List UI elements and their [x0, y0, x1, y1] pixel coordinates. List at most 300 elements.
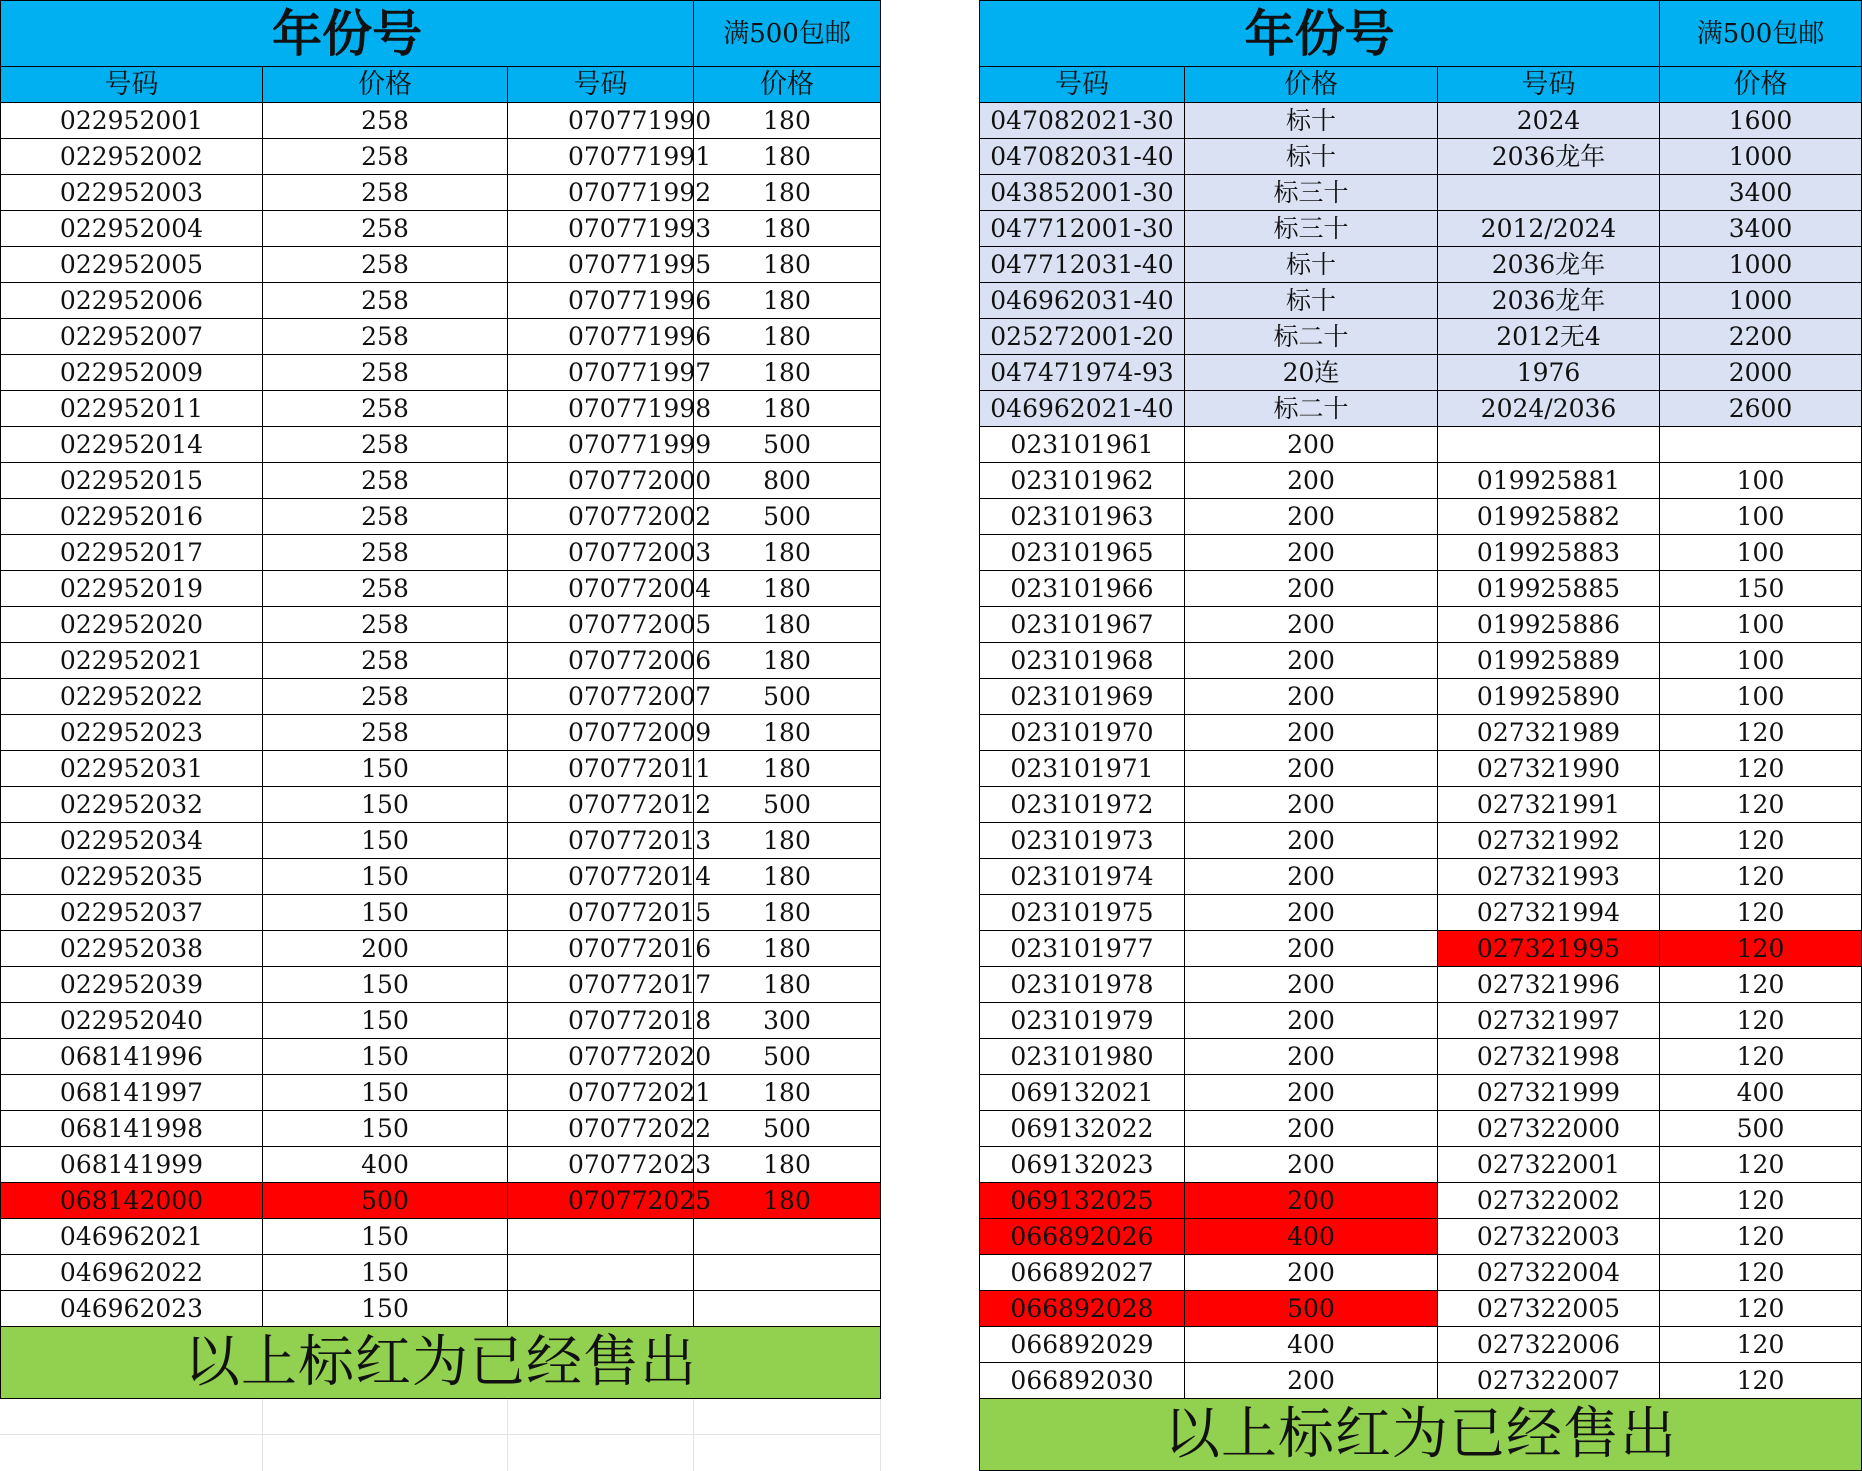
- phone-number-cell: 070771999: [508, 427, 694, 463]
- price-cell: 1600: [1660, 103, 1862, 139]
- price-cell: 180: [694, 823, 881, 859]
- price-cell: 2600: [1660, 391, 1862, 427]
- price-cell: 500: [694, 1111, 881, 1147]
- price-cell: 180: [694, 319, 881, 355]
- table-row: [980, 499, 1862, 535]
- price-cell: 258: [263, 247, 508, 283]
- price-cell: 200: [1185, 607, 1438, 643]
- price-cell: 1000: [1660, 283, 1862, 319]
- price-cell: 200: [1185, 463, 1438, 499]
- phone-number-cell: 070772002: [508, 499, 694, 535]
- price-cell: 180: [694, 715, 881, 751]
- phone-number-cell: 023101972: [980, 787, 1185, 823]
- price-cell: 150: [263, 1291, 508, 1327]
- price-cell: 120: [1660, 1039, 1862, 1075]
- phone-number-cell: 023101973: [980, 823, 1185, 859]
- price-cell: 120: [1660, 1003, 1862, 1039]
- table-row: [980, 1291, 1862, 1327]
- table-row: [980, 571, 1862, 607]
- left-price-table: [0, 0, 881, 1399]
- table-row: [980, 1147, 1862, 1183]
- table-row: [1, 1291, 881, 1327]
- phone-number-cell: 023101962: [980, 463, 1185, 499]
- phone-number-cell: 023101969: [980, 679, 1185, 715]
- price-cell: 258: [263, 391, 508, 427]
- price-cell: 258: [263, 103, 508, 139]
- phone-number-cell: 022952003: [1, 175, 263, 211]
- phone-number-cell: 070771997: [508, 355, 694, 391]
- table-row: [980, 211, 1862, 247]
- phone-number-cell: 047082021-30: [980, 103, 1185, 139]
- price-cell: 258: [263, 535, 508, 571]
- table-row: [980, 1219, 1862, 1255]
- price-cell: 258: [263, 139, 508, 175]
- table-row: [1, 247, 881, 283]
- phone-number-cell: 068141999: [1, 1147, 263, 1183]
- price-cell: 200: [1185, 967, 1438, 1003]
- phone-number-cell: 022952006: [1, 283, 263, 319]
- phone-number-cell: 2012/2024: [1438, 211, 1660, 247]
- phone-number-cell: 1976: [1438, 355, 1660, 391]
- price-cell: 500: [1185, 1291, 1438, 1327]
- table-row: [1, 103, 881, 139]
- price-cell: 258: [263, 283, 508, 319]
- price-cell: 150: [263, 1039, 508, 1075]
- price-cell: 120: [1660, 1255, 1862, 1291]
- price-cell: 180: [694, 1183, 881, 1219]
- price-cell: 120: [1660, 1147, 1862, 1183]
- table-row: [1, 211, 881, 247]
- phone-number-cell: 019925883: [1438, 535, 1660, 571]
- phone-number-cell: 022952009: [1, 355, 263, 391]
- free-shipping-note: 满500包邮: [1660, 1, 1862, 67]
- phone-number-cell: 019925885: [1438, 571, 1660, 607]
- column-header-number: 号码: [980, 67, 1185, 103]
- table-row: [980, 1075, 1862, 1111]
- phone-number-cell: 070771996: [508, 319, 694, 355]
- price-cell: 180: [694, 103, 881, 139]
- phone-number-cell: 027322000: [1438, 1111, 1660, 1147]
- price-cell: 200: [1185, 1003, 1438, 1039]
- price-cell: 120: [1660, 1327, 1862, 1363]
- price-cell: 200: [1185, 499, 1438, 535]
- price-cell: 200: [1185, 679, 1438, 715]
- table-row: [1, 967, 881, 1003]
- price-cell: 200: [1185, 427, 1438, 463]
- phone-number-cell: 022952005: [1, 247, 263, 283]
- phone-number-cell: 027321996: [1438, 967, 1660, 1003]
- table-row: [980, 751, 1862, 787]
- phone-number-cell: 022952034: [1, 823, 263, 859]
- phone-number-cell: 023101974: [980, 859, 1185, 895]
- price-cell: 180: [694, 1075, 881, 1111]
- phone-number-cell: 027321991: [1438, 787, 1660, 823]
- table-row: [1, 1111, 881, 1147]
- phone-number-cell: 023101963: [980, 499, 1185, 535]
- table-row: [1, 355, 881, 391]
- phone-number-cell: 070772007: [508, 679, 694, 715]
- price-cell: 258: [263, 715, 508, 751]
- price-cell: 500: [694, 787, 881, 823]
- price-cell: 258: [263, 499, 508, 535]
- table-row: [1, 571, 881, 607]
- price-cell: [694, 1291, 881, 1327]
- table-row: [980, 175, 1862, 211]
- phone-number-cell: 070772014: [508, 859, 694, 895]
- table-row: [1, 1147, 881, 1183]
- phone-number-cell: 068142000: [1, 1183, 263, 1219]
- phone-number-cell: 070772023: [508, 1147, 694, 1183]
- phone-number-cell: [1438, 427, 1660, 463]
- price-cell: 200: [1185, 643, 1438, 679]
- phone-number-cell: 027322004: [1438, 1255, 1660, 1291]
- phone-number-cell: 023101965: [980, 535, 1185, 571]
- phone-number-cell: 2012无4: [1438, 319, 1660, 355]
- phone-number-cell: 022952020: [1, 607, 263, 643]
- phone-number-cell: 027321992: [1438, 823, 1660, 859]
- phone-number-cell: 070772022: [508, 1111, 694, 1147]
- price-cell: 2000: [1660, 355, 1862, 391]
- price-cell: 120: [1660, 751, 1862, 787]
- phone-number-cell: 070772009: [508, 715, 694, 751]
- table-row: [1, 535, 881, 571]
- phone-number-cell: 022952004: [1, 211, 263, 247]
- phone-number-cell: 027322006: [1438, 1327, 1660, 1363]
- phone-number-cell: 019925886: [1438, 607, 1660, 643]
- price-cell: 500: [694, 427, 881, 463]
- price-cell: 180: [694, 535, 881, 571]
- table-row: [1, 643, 881, 679]
- phone-number-cell: 023101961: [980, 427, 1185, 463]
- table-title: 年份号: [1, 1, 694, 67]
- price-cell: 200: [263, 931, 508, 967]
- price-cell: 400: [1660, 1075, 1862, 1111]
- price-cell: 258: [263, 463, 508, 499]
- price-cell: 100: [1660, 499, 1862, 535]
- price-cell: 180: [694, 643, 881, 679]
- phone-number-cell: 027322001: [1438, 1147, 1660, 1183]
- table-row: [1, 859, 881, 895]
- price-cell: 200: [1185, 751, 1438, 787]
- column-header-price: 价格: [694, 67, 881, 103]
- table-row: [980, 283, 1862, 319]
- price-cell: 120: [1660, 1291, 1862, 1327]
- price-cell: 150: [263, 1003, 508, 1039]
- price-cell: 180: [694, 859, 881, 895]
- phone-number-cell: 027322005: [1438, 1291, 1660, 1327]
- phone-number-cell: 046962022: [1, 1255, 263, 1291]
- table-row: [1, 427, 881, 463]
- gridline: [262, 1399, 263, 1471]
- phone-number-cell: 022952001: [1, 103, 263, 139]
- table-row: [1, 1075, 881, 1111]
- phone-number-cell: [508, 1255, 694, 1291]
- phone-number-cell: 027322007: [1438, 1363, 1660, 1399]
- price-cell: 3400: [1660, 175, 1862, 211]
- price-cell: 200: [1185, 1039, 1438, 1075]
- table-row: [1, 283, 881, 319]
- table-row: [980, 967, 1862, 1003]
- table-row: [980, 319, 1862, 355]
- price-cell: 500: [694, 499, 881, 535]
- phone-number-cell: 070772000: [508, 463, 694, 499]
- table-row: [1, 499, 881, 535]
- column-header-price: 价格: [263, 67, 508, 103]
- price-cell: 120: [1660, 823, 1862, 859]
- price-cell: 200: [1185, 535, 1438, 571]
- price-cell: 标十: [1185, 247, 1438, 283]
- phone-number-cell: 022952035: [1, 859, 263, 895]
- phone-number-cell: 070771992: [508, 175, 694, 211]
- price-cell: 100: [1660, 463, 1862, 499]
- phone-number-cell: 066892026: [980, 1219, 1185, 1255]
- phone-number-cell: 023101978: [980, 967, 1185, 1003]
- price-cell: 258: [263, 571, 508, 607]
- phone-number-cell: 070772025: [508, 1183, 694, 1219]
- price-cell: 标十: [1185, 139, 1438, 175]
- table-row: [980, 1003, 1862, 1039]
- price-cell: 150: [263, 1075, 508, 1111]
- table-row: [980, 139, 1862, 175]
- price-cell: 180: [694, 391, 881, 427]
- table-row: [1, 319, 881, 355]
- table-row: [1, 1255, 881, 1291]
- price-cell: 200: [1185, 571, 1438, 607]
- phone-number-cell: 070771993: [508, 211, 694, 247]
- price-cell: 180: [694, 607, 881, 643]
- phone-number-cell: 070771998: [508, 391, 694, 427]
- phone-number-cell: 047471974-93: [980, 355, 1185, 391]
- phone-number-cell: 069132021: [980, 1075, 1185, 1111]
- table-row: [980, 1363, 1862, 1399]
- phone-number-cell: 070771996: [508, 283, 694, 319]
- table-row: [1, 607, 881, 643]
- gridline: [0, 1434, 880, 1435]
- price-cell: 100: [1660, 679, 1862, 715]
- phone-number-cell: 027321990: [1438, 751, 1660, 787]
- price-cell: 120: [1660, 895, 1862, 931]
- table-row: [1, 931, 881, 967]
- gridline: [507, 1399, 508, 1471]
- phone-number-cell: 070772015: [508, 895, 694, 931]
- phone-number-cell: 027321998: [1438, 1039, 1660, 1075]
- price-cell: 200: [1185, 715, 1438, 751]
- phone-number-cell: 069132023: [980, 1147, 1185, 1183]
- price-cell: 180: [694, 283, 881, 319]
- phone-number-cell: 2024: [1438, 103, 1660, 139]
- phone-number-cell: 027322003: [1438, 1219, 1660, 1255]
- phone-number-cell: [508, 1219, 694, 1255]
- column-header-number: 号码: [1438, 67, 1660, 103]
- phone-number-cell: 070771995: [508, 247, 694, 283]
- price-cell: 180: [694, 247, 881, 283]
- price-cell: 200: [1185, 823, 1438, 859]
- table-row: [1, 895, 881, 931]
- phone-number-cell: 027321995: [1438, 931, 1660, 967]
- table-row: [980, 391, 1862, 427]
- table-row: [980, 535, 1862, 571]
- price-cell: 150: [263, 895, 508, 931]
- phone-number-cell: 070772021: [508, 1075, 694, 1111]
- phone-number-cell: 070772020: [508, 1039, 694, 1075]
- price-cell: 150: [1660, 571, 1862, 607]
- phone-number-cell: 047082031-40: [980, 139, 1185, 175]
- free-shipping-note: 满500包邮: [694, 1, 881, 67]
- phone-number-cell: 023101970: [980, 715, 1185, 751]
- table-row: [980, 823, 1862, 859]
- table-row: [1, 715, 881, 751]
- gridline: [693, 1399, 694, 1471]
- table-row: [980, 643, 1862, 679]
- price-cell: 180: [694, 139, 881, 175]
- price-cell: 150: [263, 859, 508, 895]
- phone-number-cell: 022952023: [1, 715, 263, 751]
- phone-number-cell: 022952016: [1, 499, 263, 535]
- phone-number-cell: 027322002: [1438, 1183, 1660, 1219]
- phone-number-cell: 070772012: [508, 787, 694, 823]
- price-cell: 200: [1185, 1363, 1438, 1399]
- phone-number-cell: 070772017: [508, 967, 694, 1003]
- table-row: [1, 175, 881, 211]
- phone-number-cell: 022952038: [1, 931, 263, 967]
- price-cell: 150: [263, 1111, 508, 1147]
- price-cell: 1000: [1660, 247, 1862, 283]
- phone-number-cell: 022952019: [1, 571, 263, 607]
- table-row: [980, 1111, 1862, 1147]
- table-row: [980, 859, 1862, 895]
- column-header-price: 价格: [1185, 67, 1438, 103]
- phone-number-cell: 068141996: [1, 1039, 263, 1075]
- phone-number-cell: 027321993: [1438, 859, 1660, 895]
- sold-notice-footer: 以上标红为已经售出: [980, 1399, 1862, 1471]
- price-cell: 200: [1185, 1183, 1438, 1219]
- phone-number-cell: 022952032: [1, 787, 263, 823]
- phone-number-cell: 022952014: [1, 427, 263, 463]
- table-row: [1, 1183, 881, 1219]
- phone-number-cell: 070772004: [508, 571, 694, 607]
- price-cell: [694, 1255, 881, 1291]
- phone-number-cell: 2036龙年: [1438, 283, 1660, 319]
- sold-notice-footer: 以上标红为已经售出: [1, 1327, 881, 1399]
- price-cell: 120: [1660, 787, 1862, 823]
- phone-number-cell: 022952002: [1, 139, 263, 175]
- phone-number-cell: 023101975: [980, 895, 1185, 931]
- phone-number-cell: 046962021: [1, 1219, 263, 1255]
- phone-number-cell: 022952015: [1, 463, 263, 499]
- table-row: [980, 1255, 1862, 1291]
- price-cell: 180: [694, 931, 881, 967]
- phone-number-cell: 070772013: [508, 823, 694, 859]
- table-row: [1, 391, 881, 427]
- price-cell: 200: [1185, 1111, 1438, 1147]
- table-title: 年份号: [980, 1, 1660, 67]
- table-row: [1, 1039, 881, 1075]
- column-header-number: 号码: [1, 67, 263, 103]
- phone-number-cell: 066892027: [980, 1255, 1185, 1291]
- price-cell: 150: [263, 823, 508, 859]
- phone-number-cell: 027321994: [1438, 895, 1660, 931]
- price-cell: 258: [263, 319, 508, 355]
- price-cell: 180: [694, 211, 881, 247]
- table-row: [980, 247, 1862, 283]
- price-cell: 20连: [1185, 355, 1438, 391]
- price-cell: 120: [1660, 1219, 1862, 1255]
- phone-number-cell: 2024/2036: [1438, 391, 1660, 427]
- table-row: [1, 1003, 881, 1039]
- price-cell: 200: [1185, 859, 1438, 895]
- phone-number-cell: 047712031-40: [980, 247, 1185, 283]
- phone-number-cell: 069132025: [980, 1183, 1185, 1219]
- price-cell: 180: [694, 571, 881, 607]
- price-cell: 2200: [1660, 319, 1862, 355]
- price-cell: 120: [1660, 967, 1862, 1003]
- price-cell: 150: [263, 751, 508, 787]
- phone-number-cell: 023101971: [980, 751, 1185, 787]
- table-row: [980, 607, 1862, 643]
- phone-number-cell: 066892029: [980, 1327, 1185, 1363]
- table-row: [980, 103, 1862, 139]
- phone-number-cell: 023101966: [980, 571, 1185, 607]
- phone-number-cell: 066892030: [980, 1363, 1185, 1399]
- phone-number-cell: 070771990: [508, 103, 694, 139]
- price-cell: 180: [694, 175, 881, 211]
- phone-number-cell: 046962021-40: [980, 391, 1185, 427]
- phone-number-cell: 069132022: [980, 1111, 1185, 1147]
- price-cell: 150: [263, 787, 508, 823]
- phone-number-cell: 070772016: [508, 931, 694, 967]
- price-cell: 120: [1660, 931, 1862, 967]
- phone-number-cell: 022952031: [1, 751, 263, 787]
- table-row: [980, 1039, 1862, 1075]
- price-cell: 100: [1660, 607, 1862, 643]
- phone-number-cell: 070772005: [508, 607, 694, 643]
- price-cell: 180: [694, 751, 881, 787]
- phone-number-cell: 046962023: [1, 1291, 263, 1327]
- phone-number-cell: 022952037: [1, 895, 263, 931]
- price-cell: 258: [263, 607, 508, 643]
- phone-number-cell: 070772011: [508, 751, 694, 787]
- price-cell: [1660, 427, 1862, 463]
- table-row: [1, 751, 881, 787]
- phone-number-cell: 022952022: [1, 679, 263, 715]
- phone-number-cell: 070772003: [508, 535, 694, 571]
- price-cell: 258: [263, 679, 508, 715]
- price-cell: 200: [1185, 1075, 1438, 1111]
- phone-number-cell: 023101977: [980, 931, 1185, 967]
- phone-number-cell: 046962031-40: [980, 283, 1185, 319]
- price-cell: 标十: [1185, 103, 1438, 139]
- table-row: [980, 787, 1862, 823]
- price-cell: 500: [694, 1039, 881, 1075]
- price-cell: 标三十: [1185, 211, 1438, 247]
- phone-number-cell: 027321999: [1438, 1075, 1660, 1111]
- phone-number-cell: 2036龙年: [1438, 139, 1660, 175]
- price-cell: 300: [694, 1003, 881, 1039]
- phone-number-cell: 019925890: [1438, 679, 1660, 715]
- phone-number-cell: 2036龙年: [1438, 247, 1660, 283]
- price-cell: 180: [694, 355, 881, 391]
- price-cell: 180: [694, 895, 881, 931]
- price-cell: 400: [1185, 1219, 1438, 1255]
- phone-number-cell: 022952039: [1, 967, 263, 1003]
- price-cell: 200: [1185, 895, 1438, 931]
- price-cell: 200: [1185, 1255, 1438, 1291]
- price-cell: 120: [1660, 1183, 1862, 1219]
- phone-number-cell: 070772006: [508, 643, 694, 679]
- phone-number-cell: 070772018: [508, 1003, 694, 1039]
- price-cell: 150: [263, 1255, 508, 1291]
- phone-number-cell: 070771991: [508, 139, 694, 175]
